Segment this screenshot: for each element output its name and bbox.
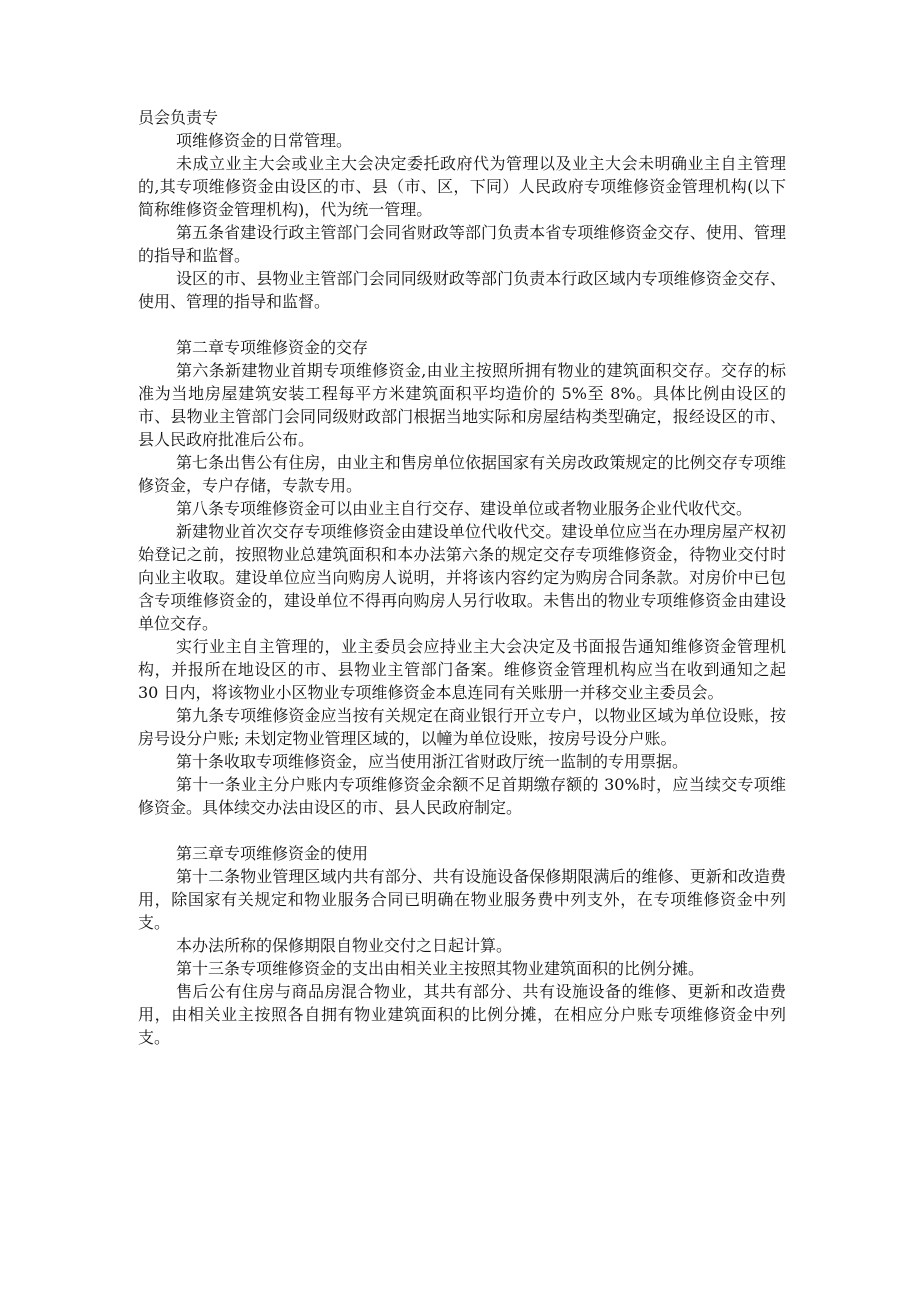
article-6-paragraph: 第六条新建物业首期专项维修资金,由业主按照所拥有物业的建筑面积交存。交存的标准为当地房屋建筑安装工程每平方米建筑面积平均造价的 5%至 8%。具体比例由设区的市、县物业主管部门会同同级财政部门根据当地实际和房屋结构类型确定，报经设区的市、县人民政府批准后公布。	[138, 361, 786, 449]
paragraph-11: 实行业主自主管理的，业主委员会应持业主大会决定及书面报告通知维修资金管理机构，并报所在地设区的市、县物业主管部门备案。维修资金管理机构应当在收到通知之起 30 日内，将该物业小区物业专项维修资金本息连同有关账册一并移交业主委员会。	[138, 637, 786, 702]
article-5-paragraph: 第五条省建设行政主管部门会同省财政等部门负责本省专项维修资金交存、使用、管理的指导和监督。	[138, 223, 786, 265]
paragraph-1: 项维修资金的日常管理。	[176, 131, 353, 150]
paragraph-18: 本办法所称的保修期限自物业交付之日起计算。	[176, 936, 513, 955]
paragraph-4: 设区的市、县物业主管部门会同同级财政等部门负责本行政区域内专项维修资金交存、使用、管理的指导和监督。	[138, 269, 786, 311]
chapter-2-heading: 第二章专项维修资金的交存	[176, 338, 369, 357]
article-10-paragraph: 第十条收取专项维修资金，应当使用浙江省财政厅统一监制的专用票据。	[176, 752, 689, 771]
chapter-3-heading: 第三章专项维修资金的使用	[176, 844, 369, 863]
article-7-paragraph: 第七条出售公有住房，由业主和售房单位依据国家有关房改政策规定的比例交存专项维修资金，专户存储，专款专用。	[138, 453, 786, 495]
blank-line	[138, 819, 786, 842]
article-13-paragraph: 第十三条专项维修资金的支出由相关业主按照其物业建筑面积的比例分摊。	[176, 959, 705, 978]
article-12-paragraph: 第十二条物业管理区域内共有部分、共有设施设备保修期限满后的维修、更新和改造费用，除国家有关规定和物业服务合同已明确在物业服务费中列支外，在专项维修资金中列支。	[138, 867, 786, 932]
blank-line	[138, 313, 786, 336]
paragraph-10: 新建物业首次交存专项维修资金由建设单位代收代交。建设单位应当在办理房屋产权初始登记之前，按照物业总建筑面积和本办法第六条的规定交存专项维修资金，待物业交付时向业主收取。建设单位应当向购房人说明，并将该内容约定为购房合同条款。对房价中已包含专项维修资金的，建设单位不得再向购房人另行收取。未售出的物业专项维修资金由建设单位交存。	[138, 522, 786, 633]
article-11-paragraph: 第十一条业主分户账内专项维修资金余额不足首期缴存额的 30%时，应当续交专项维修资金。具体续交办法由设区的市、县人民政府制定。	[138, 775, 786, 817]
article-8-paragraph: 第八条专项维修资金可以由业主自行交存、建设单位或者物业服务企业代收代交。	[176, 499, 753, 518]
document-body	[138, 106, 786, 1049]
paragraph-0: 员会负责专	[138, 108, 219, 127]
article-9-paragraph: 第九条专项维修资金应当按有关规定在商业银行开立专户，以物业区域为单位设账，按房号设分户账; 未划定物业管理区域的，以幢为单位设账，按房号设分户账。	[138, 706, 786, 748]
paragraph-20: 售后公有住房与商品房混合物业，其共有部分、共有设施设备的维修、更新和改造费用，由相关业主按照各自拥有物业建筑面积的比例分摊，在相应分户账专项维修资金中列支。	[138, 982, 786, 1047]
paragraph-2: 未成立业主大会或业主大会决定委托政府代为管理以及业主大会未明确业主自主管理的,其专项维修资金由设区的市、县（市、区，下同）人民政府专项维修资金管理机构(以下简称维修资金管理机构)，代为统一管理。	[138, 154, 786, 219]
